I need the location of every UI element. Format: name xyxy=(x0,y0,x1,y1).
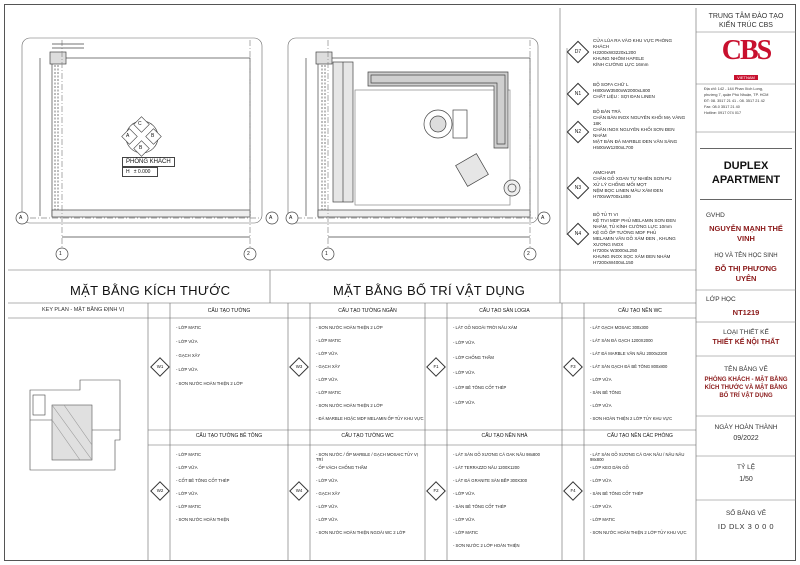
level-box xyxy=(122,167,158,177)
company-address xyxy=(704,86,768,116)
project-name: DUPLEX APARTMENT xyxy=(711,160,781,186)
section-title: CẤU TẠO TƯỜNG NGĂN xyxy=(338,308,397,314)
section-item: - SƠN NƯỚC HOÀN THIỆN 2 LỚP xyxy=(176,381,243,386)
student-label: HỌ VÀ TÊN HỌC SINH xyxy=(714,253,778,259)
legend-line: KHÁCH xyxy=(593,44,610,49)
tag-c: C xyxy=(138,121,142,127)
section-item: - LÁT ĐÁ MARBLE VÂN NÂU 2000x2200 xyxy=(590,351,668,356)
completion-label: NGÀY HOÀN THÀNH xyxy=(714,424,778,431)
legend-line: H7200xW400xL150 xyxy=(593,260,634,265)
section-item: - LỚP VỮA xyxy=(316,478,338,483)
section-item: - LỚP VỮA xyxy=(316,517,338,522)
legend-line: NỆM BỌC LINEN MÀU XÁM ĐEN xyxy=(593,188,663,193)
section-w4 xyxy=(310,430,425,560)
section-item: - LỚP CHỐNG THẤM xyxy=(453,355,494,360)
section-code: W3 xyxy=(295,364,303,369)
section-item: - SƠN NƯỚC 2 LỚP HOÀN THIỆN xyxy=(453,543,520,548)
company-name-line1: TRUNG TÂM ĐÀO TẠO xyxy=(708,13,784,20)
legend-line: CHÂN GỖ XOAN TỰ NHIÊN SƠN PU xyxy=(593,176,672,181)
sheet-no-value: ID DLX 3 0 0 0 xyxy=(717,522,775,531)
section-title: CẤU TẠO SÀN LOGIA xyxy=(479,308,530,314)
legend-code: N3 xyxy=(574,185,582,191)
legend-code: N1 xyxy=(574,91,582,97)
dimension-plan xyxy=(30,40,262,248)
section-code: W2 xyxy=(156,488,164,493)
section-f4 xyxy=(584,430,696,560)
section-item: - LỚP VỮA xyxy=(316,504,338,509)
section-item: - LÁT GỖ NGOÀI TRỜI NÂU XÁM xyxy=(453,325,518,330)
scale-label: TỶ LỆ xyxy=(736,464,756,471)
section-w3 xyxy=(310,303,425,430)
section-title: CẤU TẠO NỀN CÁC PHÒNG xyxy=(607,433,673,439)
section-item: - LỚP MATIC xyxy=(176,452,202,457)
gvhd-label: GVHD xyxy=(706,212,725,219)
section-item: - LỚP VỮA xyxy=(176,339,198,344)
legend-line: CỬA LÙA RA VÀO KHU VỰC PHÒNG xyxy=(593,38,673,43)
legend-code: N2 xyxy=(574,129,582,135)
section-item: - SÀN BÊ TÔNG xyxy=(590,390,622,395)
legend-line: KỆ GỖ ỐP TƯỜNG MDF PHỦ xyxy=(593,230,657,235)
section-item: - LỚP VỮA xyxy=(453,491,475,496)
section-item: - SÀN BÊ TÔNG CỐT THÉP xyxy=(590,491,644,496)
section-item: - SƠN NƯỚC HOÀN THIỆN 2 LỚP xyxy=(316,403,383,408)
room-label: PHÒNG KHÁCH xyxy=(122,157,175,167)
level-value: ± 0.000 xyxy=(133,169,151,175)
grid-2-left: 2 xyxy=(247,251,250,257)
legend-line: XƯƠNG INOX xyxy=(593,242,624,247)
legend-line: KÍNH CƯỜNG LỰC 16mm xyxy=(593,62,649,67)
section-w1 xyxy=(170,303,288,430)
section-item: - LỚP MATIC xyxy=(316,338,342,343)
class-value: NT1219 xyxy=(732,308,760,317)
grid-1-right: 1 xyxy=(325,251,328,257)
section-item: - LỚP VỮA xyxy=(590,403,612,408)
section-code: F1 xyxy=(433,364,439,369)
section-item: - LÁT TERRAZZO NÂU 1200X1200 xyxy=(453,465,520,470)
address-line: phường 7, quận Phú Nhuận, TP. HCM xyxy=(704,93,769,97)
section-item: - ĐÁ MARBLE HOẶC MDF MELAMIN ỐP TỦY KHU VỰC xyxy=(316,416,424,421)
scale-value: 1/50 xyxy=(739,476,753,483)
section-item: - LỚP MATIC xyxy=(453,530,479,535)
section-item: - GẠCH XÂY xyxy=(316,491,341,496)
section-f3 xyxy=(584,303,696,430)
address-line: Địa chỉ: 142 - 144 Phan Xích Long, xyxy=(704,87,763,91)
tag-b: B xyxy=(139,145,143,151)
section-item: - GẠCH XÂY xyxy=(176,353,201,358)
section-item: - LỚP KEO DÁN GỖ xyxy=(590,465,629,470)
legend-code: N4 xyxy=(574,231,582,237)
section-item: - LỚP MATIC xyxy=(176,504,202,509)
section-item: - LÁT SÀN GẠCH ĐÁ BÊ TÔNG 800x800 xyxy=(590,364,668,369)
legend-line: H7200x W3000xL250 xyxy=(593,248,638,253)
design-type-value: THIẾT KẾ NỘI THẤT xyxy=(712,339,780,346)
drawing-name-value: PHÒNG KHÁCH - MẶT BẰNG KÍCH THƯỚC VÀ MẶT BẰNG BỐ TRÍ VẬT DỤNG xyxy=(704,377,788,399)
section-item: - LÁT SÀN GỖ XƯƠNG CÁ OAK NÂU / NÂU NÂU 98x800 xyxy=(590,452,685,462)
legend-line: CHẤT LIỆU : SỢI ĐAN LINEN xyxy=(593,94,655,99)
legend-line: H700xW700xL850 xyxy=(593,194,631,199)
section-w2 xyxy=(170,430,288,560)
section-title: CẤU TẠO NỀN WC xyxy=(618,308,662,314)
legend-line: CHÂN INOX NGUYÊN KHỐI SƠN ĐEN xyxy=(593,127,675,132)
address-line: ĐT: 08. 3517 21 41 - 08. 3517 21 42 xyxy=(704,99,765,103)
section-item: - LỚP VỮA xyxy=(590,377,612,382)
legend-line: BỘ BÀN TRÀ xyxy=(593,109,621,114)
legend-line: XỬ LÝ CHỐNG MỐI MỌT xyxy=(593,182,647,187)
address-line: Hotline: 0917 074 017 xyxy=(704,111,742,115)
grid-a-right: A xyxy=(289,215,293,221)
legend-line: AIMCHAIR xyxy=(593,170,616,175)
section-item: - SƠN NƯỚC HOÀN THIỆN 2 LỚP TỦY KHU VỰC xyxy=(590,530,687,535)
layout-plan xyxy=(296,40,540,248)
section-code: F4 xyxy=(570,488,576,493)
section-item: - LỚP VỮA xyxy=(453,370,475,375)
legend-line: NHÁM, TỦ KÍNH CƯỜNG LỰC 10mm xyxy=(593,224,672,229)
section-item: - SÀN BÊ TÔNG CỐT THÉP xyxy=(453,504,507,509)
design-type-label: LOẠI THIẾT KẾ xyxy=(723,329,769,336)
section-title: CẤU TẠO TƯỜNG xyxy=(207,308,251,314)
gvhd-value: NGUYỄN MẠNH THẾ VINH xyxy=(709,224,783,243)
section-item: - LÁT SÀN GỖ XƯƠNG CÁ OAK NÂU 98x800 xyxy=(453,452,540,457)
address-line: Fax: 08.0 3517 21 40 xyxy=(704,105,740,109)
section-item: - LỚP MATIC xyxy=(316,390,342,395)
section-item: - SƠN NƯỚC / ỐP MARBLE / GẠCH MOSAIC TỦY VỊ TRÍ xyxy=(316,452,418,462)
student-value: ĐỖ THỊ PHƯƠNG UYÊN xyxy=(715,264,777,283)
legend-line: MẶT BÀN ĐÁ MARBLE ĐEN VÂN SÁNG xyxy=(593,139,678,144)
section-title: CẤU TẠO TƯỜNG BÊ TÔNG xyxy=(195,433,263,439)
section-code: W1 xyxy=(156,364,164,369)
section-item: - LỚP VỮA xyxy=(453,340,475,345)
title-dimension-plan: MẶT BẰNG KÍCH THƯỚC xyxy=(70,283,231,298)
grid-2-right: 2 xyxy=(527,251,530,257)
legend-line: KỆ TIVI MDF PHỦ MELAMIN SƠN ĐEN xyxy=(593,218,676,223)
section-item: - SƠN HOÀN THIỆN 2 LỚP TỦY KHU VỰC xyxy=(590,416,673,421)
company-logo xyxy=(700,36,792,84)
section-item: - LÁT SÀN ĐÁ GẠCH 1200X2000 xyxy=(590,338,653,343)
section-item: - GẠCH XÂY xyxy=(316,364,341,369)
section-item: - LỚP VỮA xyxy=(316,377,338,382)
key-plan-title: KEY PLAN - MẶT BẰNG ĐỊNH VỊ xyxy=(42,307,125,313)
legend-line: NHÁM xyxy=(593,133,607,138)
section-item: - CỐT BÊ TÔNG CỐT THÉP xyxy=(176,478,230,483)
legend-line: MELAMIN VÂN GỖ XÁM ĐEN , KHUNG xyxy=(593,236,676,241)
company-name xyxy=(700,12,792,30)
level-h: H xyxy=(126,169,130,175)
legend-line: BỘ SOFA CHỮ L xyxy=(593,82,629,87)
legend-line: BỘ TỦ TI VI xyxy=(593,212,618,217)
section-item: - LỚP VỮA xyxy=(316,351,338,356)
company-name-line2: KIẾN TRÚC CBS xyxy=(719,22,773,29)
section-item: - LỚP VỮA xyxy=(453,400,475,405)
section-item: - SƠN NƯỚC HOÀN THIỆN 2 LỚP xyxy=(316,325,383,330)
grid-a-far: A xyxy=(541,215,545,221)
grid-a-mid: A xyxy=(269,215,273,221)
section-item: - SƠN NƯỚC HOÀN THIỆN xyxy=(176,517,230,522)
section-f1 xyxy=(447,303,562,430)
grid-a-left: A xyxy=(19,215,23,221)
section-f2 xyxy=(447,430,562,560)
class-label: LỚP HỌC xyxy=(706,296,736,303)
section-code: F3 xyxy=(570,364,576,369)
legend-line: H500xW1200xL700 xyxy=(593,145,634,150)
section-item: - LỚP BÊ TÔNG CỐT THÉP xyxy=(453,385,507,390)
legend-line: 18K xyxy=(593,121,602,126)
section-item: - LỚP MATIC xyxy=(176,325,202,330)
section-item: - LÁT GẠCH MOSAIC 300x300 xyxy=(590,325,649,330)
legend-line: KHUNG NHÔM HAFELE xyxy=(593,56,645,61)
drawing-name-label: TÊN BẢNG VẼ xyxy=(724,366,768,373)
section-item: - LỚP VỮA xyxy=(590,478,612,483)
section-item: - LỚP VỮA xyxy=(176,491,198,496)
section-title: CẤU TẠO TƯỜNG WC xyxy=(341,433,394,439)
logo-sub: VIETNAM xyxy=(734,75,758,80)
completion-value: 09/2022 xyxy=(733,435,759,442)
section-item: - LỚP MATIC xyxy=(590,517,616,522)
legend-line: CHÂN BÀN INOX NGUYÊN KHỐI MẠ VÀNG xyxy=(593,115,686,120)
tag-b-right: B xyxy=(151,133,155,139)
section-item: - LÁT ĐÁ GRANITE SÀN BẾP 300X300 xyxy=(453,478,528,483)
legend-line: H2200xW3220xL200 xyxy=(593,50,636,55)
section-item: - LỚP VỮA xyxy=(176,367,198,372)
section-item: - SƠN NƯỚC HOÀN THIỆN NGOÀI WC 2 LỚP xyxy=(316,530,406,535)
legend-code: D7 xyxy=(574,49,582,55)
section-code: W4 xyxy=(295,488,303,493)
section-item: - LỚP VỮA xyxy=(453,517,475,522)
section-item: - LỚP VỮA xyxy=(176,465,198,470)
section-item: - LỚP VỮA xyxy=(590,504,612,509)
section-code: F2 xyxy=(433,488,439,493)
legend-line: KHUNG INOX SỌC XÁM ĐEN NHÁM xyxy=(593,254,671,259)
sheet-no-label: SỐ BẢNG VẼ xyxy=(725,510,767,517)
grid-1-left: 1 xyxy=(59,251,62,257)
title-layout-plan: MẶT BẰNG BỐ TRÍ VẬT DỤNG xyxy=(333,283,526,298)
legend-line: H800xW3500xW2000xL800 xyxy=(593,88,651,93)
key-plan-drawing xyxy=(30,380,120,470)
section-item: - ỐP VÁCH CHỐNG THẤM xyxy=(316,465,368,470)
logo-text: CBS xyxy=(721,35,771,66)
tag-a: A xyxy=(126,133,130,139)
section-title: CẤU TẠO NỀN NHÀ xyxy=(481,433,528,439)
